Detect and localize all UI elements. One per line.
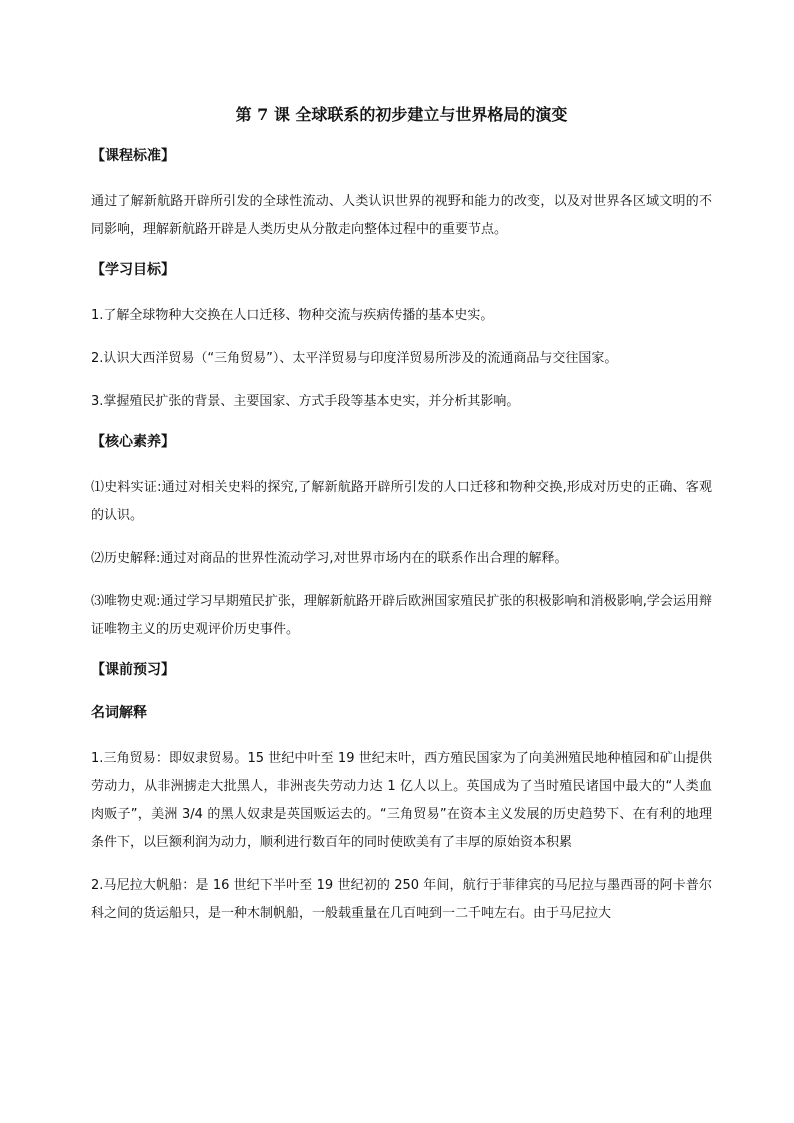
section-heading-core-literacy: 【核心素养】: [91, 434, 175, 450]
core-literacy-item-2: ⑵历史解释:通过对商品的世界性流动学习,对世界市场内在的联系作出合理的解释。: [91, 551, 568, 566]
core-literacy-item-1: ⑴史料实证:通过对相关史料的探究,了解新航路开辟所引发的人口迁移和物种交换,形成对历史的正确、客观的认识。: [91, 480, 712, 523]
learning-goal-item-3: 3.掌握殖民扩张的背景、主要国家、方式手段等基本史实，并分析其影响。: [91, 394, 520, 409]
glossary-term-1: [91, 745, 712, 857]
document-content: [91, 102, 712, 943]
glossary-term-2-name: 2.马尼拉大帆船：: [91, 878, 196, 893]
glossary-subheading: 名词解释: [91, 705, 147, 721]
section-heading-preview: 【课前预习】: [91, 662, 175, 678]
learning-goal-item-2: 2.认识大西洋贸易（“三角贸易”）、太平洋贸易与印度洋贸易所涉及的流通商品与交往国家。: [91, 351, 618, 366]
page-title: 第 7 课 全球联系的初步建立与世界格局的演变: [235, 105, 568, 124]
glossary-term-1-text: 即奴隶贸易。15 世纪中叶至 19 世纪末叶，西方殖民国家为了向美洲殖民地种植园和矿山提供劳动力，从非洲掳走大批黑人，非洲丧失劳动力达 1 亿人以上。英国成为了当时殖民诸国中最大的“人类血肉贩子”，美洲 3/4 的黑人奴隶是英国贩运去的。“三角贸易”在资本主义发展的历史趋势下、在有利的地理条件下，以巨额利润为动力，顺利进行数百年的同时使欧美有了丰厚的原始资本积累: [91, 751, 713, 850]
section-heading-learning-goals: 【学习目标】: [91, 262, 175, 278]
core-literacy-item-3: ⑶唯物史观:通过学习早期殖民扩张，理解新航路开辟后欧洲国家殖民扩张的积极影响和消极影响,学会运用辩证唯物主义的历史观评价历史事件。: [91, 594, 712, 637]
curriculum-standard-text: 通过了解新航路开辟所引发的全球性流动、人类认识世界的视野和能力的改变，以及对世界各区域文明的不同影响，理解新航路开辟是人类历史从分散走向整体过程中的重要节点。: [91, 194, 712, 237]
glossary-term-1-name: 1.三角贸易：: [91, 751, 169, 766]
learning-goal-item-1: 1.了解全球物种大交换在人口迁移、物种交流与疾病传播的基本史实。: [91, 308, 494, 323]
section-heading-curriculum-standard: 【课程标准】: [91, 148, 175, 164]
glossary-term-2-text: 是 16 世纪下半叶至 19 世纪初的 250 年间，航行于菲律宾的马尼拉与墨西哥的阿卡普尔科之间的货运船只，是一种木制帆船，一般载重量在几百吨到一二千吨左右。由于马尼拉大: [91, 878, 712, 921]
glossary-term-2: [91, 872, 712, 928]
